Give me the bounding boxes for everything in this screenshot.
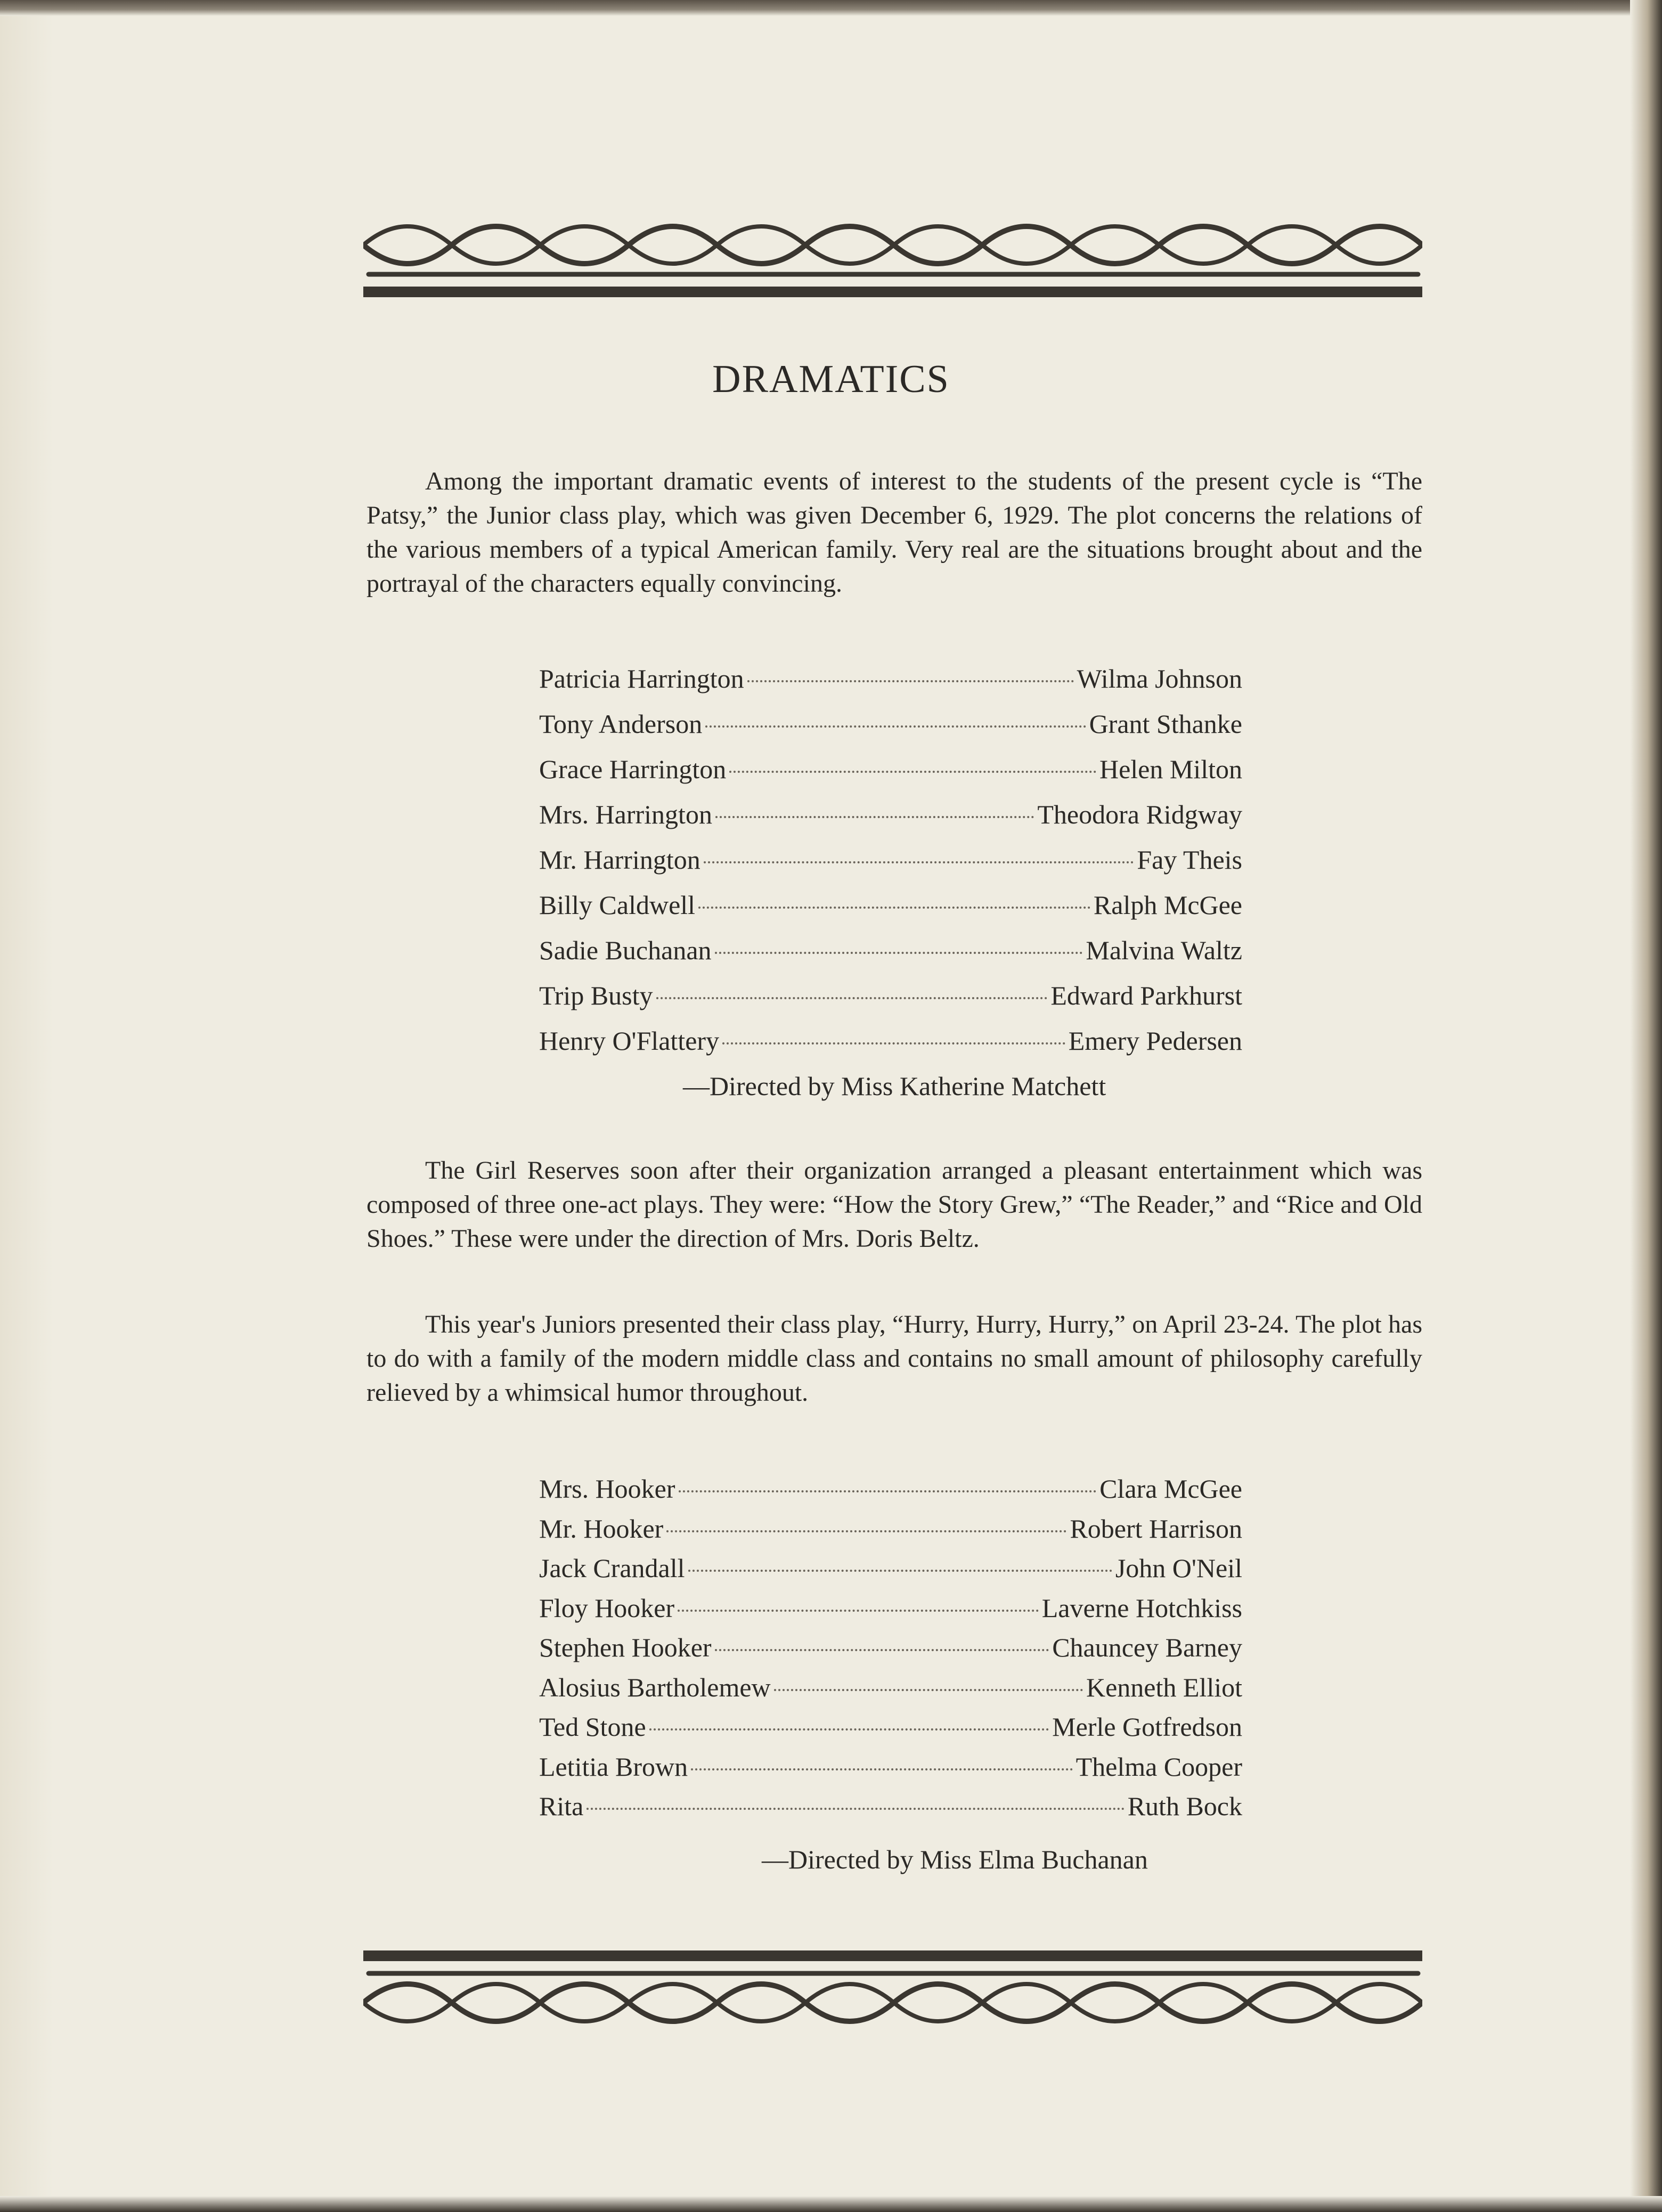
actor-name: Robert Harrison (1070, 1513, 1242, 1544)
dot-leader (679, 1490, 1097, 1492)
cast-row (539, 1672, 1242, 1712)
paragraph-hurry: This year's Juniors presented their class play, “Hurry, Hurry, Hurry,” on April 23-24. The plot has to do with a family of the modern middle class and contains no small amount of philosophy carefully relieved by a whimsical humor throughout. (366, 1310, 1422, 1407)
cast-row (539, 1791, 1242, 1831)
role-name: Alosius Bartholemew (539, 1672, 771, 1702)
ornamental-border-top-icon (363, 224, 1422, 304)
dot-leader (698, 907, 1090, 909)
role-name: Mrs. Harrington (539, 799, 712, 829)
cast-row (539, 1751, 1242, 1791)
dot-leader (715, 952, 1083, 954)
actor-name: Fay Theis (1137, 845, 1242, 875)
dot-leader (715, 816, 1034, 818)
role-name: Billy Caldwell (539, 890, 696, 920)
role-name: Letitia Brown (539, 1751, 688, 1782)
page-title: DRAMATICS (712, 357, 950, 401)
dot-leader (704, 861, 1134, 863)
actor-name: Merle Gotfredson (1052, 1712, 1242, 1742)
dot-leader (729, 771, 1096, 773)
dot-leader (688, 1570, 1112, 1572)
dot-leader (656, 997, 1048, 999)
dot-leader (691, 1768, 1072, 1770)
dot-leader (586, 1808, 1124, 1810)
actor-name: Helen Milton (1099, 754, 1242, 784)
role-name: Sadie Buchanan (539, 935, 712, 965)
actor-name: Malvina Waltz (1086, 935, 1242, 965)
role-name: Jack Crandall (539, 1553, 685, 1583)
actor-name: Theodora Ridgway (1037, 799, 1242, 829)
paragraph-girl-reserves: The Girl Reserves soon after their organization arranged a pleasant entertainment which was composed of three one-act plays. They were: “How the Story Grew,” “The Reader,” and “Rice and Old Shoes.” These were under the direction of Mrs. Doris Beltz. (366, 1156, 1422, 1253)
cast-row (539, 754, 1242, 799)
dot-leader (666, 1530, 1066, 1532)
dot-leader (705, 725, 1086, 728)
actor-name: Wilma Johnson (1077, 664, 1242, 693)
cast-row (539, 1593, 1242, 1633)
cast-row (539, 1553, 1242, 1593)
dot-leader (722, 1042, 1065, 1044)
role-name: Henry O'Flattery (539, 1026, 720, 1056)
cast-row (539, 1711, 1242, 1751)
cast-row (539, 1513, 1242, 1553)
role-name: Floy Hooker (539, 1593, 675, 1623)
actor-name: Clara McGee (1099, 1474, 1242, 1504)
actor-name: Chauncey Barney (1052, 1633, 1242, 1662)
role-name: Ted Stone (539, 1712, 646, 1742)
director-credit-hurry: —Directed by Miss Elma Buchanan (762, 1844, 1148, 1874)
paragraph-patsy: Among the important dramatic events of interest to the students of the present cycle is “The Patsy,” the Junior class play, which was given December 6, 1929. The plot concerns the relations of the various members of a typical American family. Very real are the situations brought about and the portrayal of the characters equally convincing. (366, 467, 1422, 598)
page-binding-shadow (1630, 0, 1662, 2212)
actor-name: Ralph McGee (1093, 890, 1242, 920)
actor-name: John O'Neil (1115, 1553, 1242, 1583)
cast-row (539, 980, 1242, 1025)
role-name: Stephen Hooker (539, 1633, 712, 1662)
page-shade-top (0, 0, 1662, 16)
role-name: Mrs. Hooker (539, 1474, 675, 1504)
cast-row (539, 844, 1242, 889)
director-credit-patsy: —Directed by Miss Katherine Matchett (683, 1071, 1106, 1101)
actor-name: Kenneth Elliot (1086, 1672, 1242, 1702)
actor-name: Laverne Hotchkiss (1041, 1593, 1242, 1623)
page-shade-bottom (0, 2196, 1662, 2212)
role-name: Rita (539, 1791, 584, 1821)
cast-row (539, 1025, 1242, 1071)
role-name: Tony Anderson (539, 709, 703, 739)
cast-row (539, 663, 1242, 708)
role-name: Trip Busty (539, 981, 653, 1010)
cast-row (539, 1473, 1242, 1513)
role-name: Grace Harrington (539, 754, 727, 784)
actor-name: Thelma Cooper (1076, 1751, 1242, 1782)
dot-leader (678, 1610, 1039, 1612)
cast-list-the-patsy (539, 663, 1242, 1071)
cast-row (539, 1632, 1242, 1672)
cast-list-hurry-hurry-hurry (539, 1473, 1242, 1831)
dot-leader (649, 1728, 1049, 1731)
actor-name: Grant Sthanke (1089, 709, 1242, 739)
actor-name: Edward Parkhurst (1050, 981, 1242, 1010)
dot-leader (747, 680, 1074, 682)
dot-leader (774, 1689, 1083, 1691)
actor-name: Ruth Bock (1127, 1791, 1242, 1821)
role-name: Mr. Harrington (539, 845, 700, 875)
page-shade-left (0, 0, 53, 2212)
dot-leader (715, 1649, 1049, 1651)
cast-row (539, 935, 1242, 980)
cast-row (539, 799, 1242, 844)
cast-row (539, 889, 1242, 935)
cast-row (539, 708, 1242, 754)
role-name: Patricia Harrington (539, 664, 744, 693)
actor-name: Emery Pedersen (1068, 1026, 1242, 1056)
ornamental-border-bottom-icon (363, 1944, 1422, 2024)
role-name: Mr. Hooker (539, 1513, 664, 1544)
